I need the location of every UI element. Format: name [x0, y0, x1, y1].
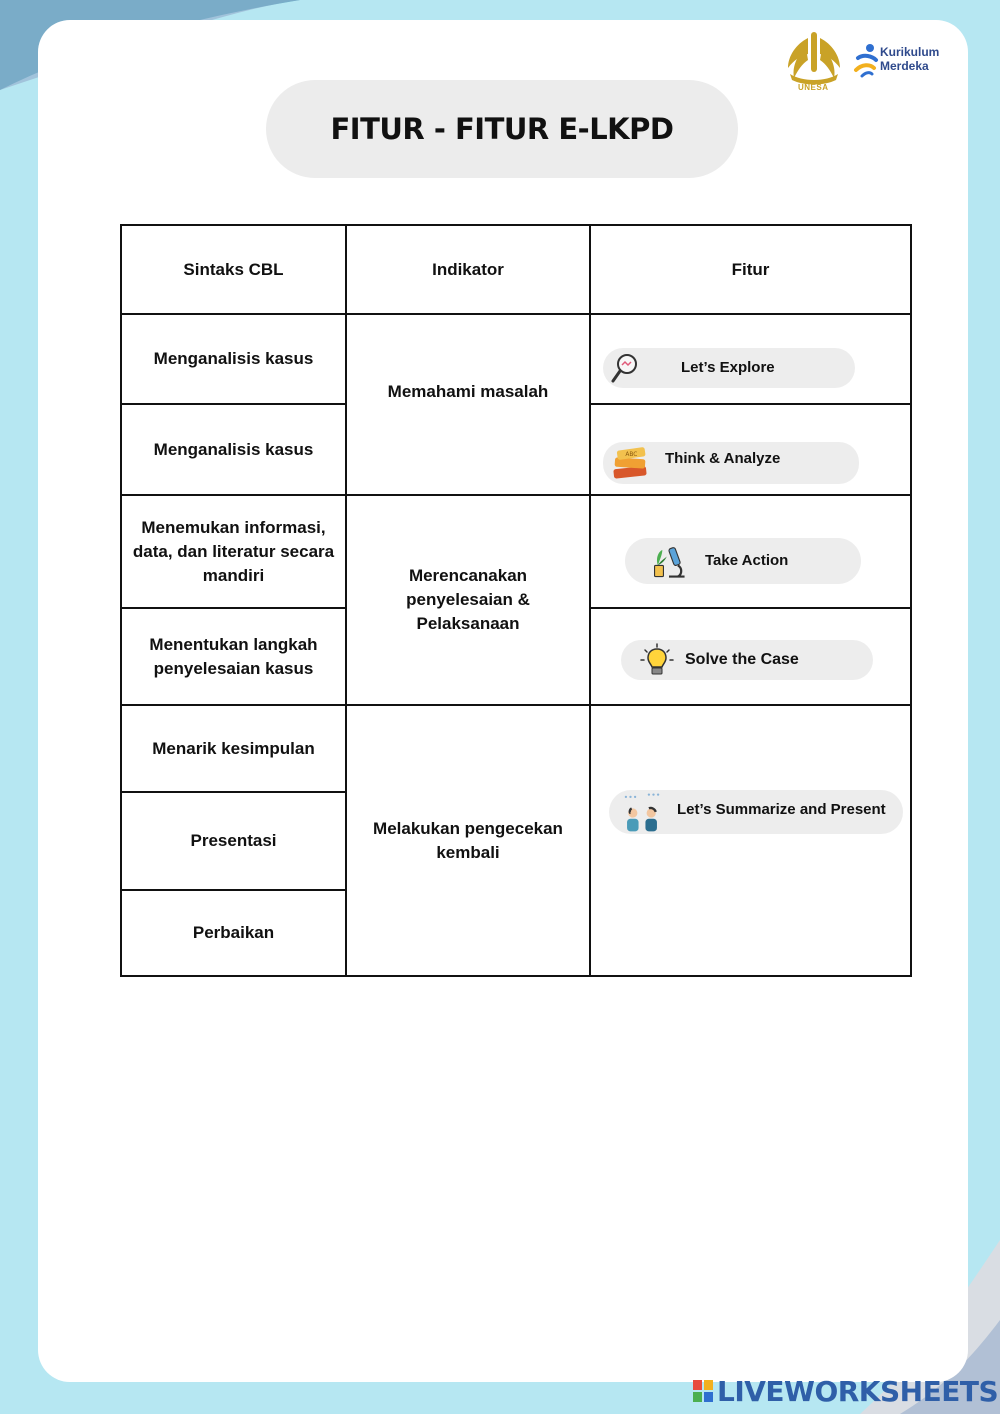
fitur-solve-the-case: [621, 640, 873, 680]
liveworksheets-brand: [692, 1374, 998, 1408]
column-divider: [589, 224, 591, 977]
sintaks-cell: Menemukan informasi, data, dan literatur secara mandiri: [132, 517, 335, 585]
fitur-think-analyze: [603, 442, 859, 484]
liveworksheets-text: LIVEWORKSHEETS: [717, 1374, 999, 1408]
sintaks-cell: Menentukan langkah penyelesaian kasus: [149, 634, 318, 678]
indikator-cell: Memahami masalah: [387, 381, 549, 401]
header-sintaks-cbl: Sintaks CBL: [183, 259, 284, 279]
sintaks-cell: Menganalisis kasus: [153, 349, 314, 368]
row-divider: [590, 403, 912, 405]
table-border: [120, 975, 912, 977]
unesa-logo-text: UNESA: [798, 83, 829, 92]
fitur-label: Let’s Summarize and Present: [677, 801, 886, 818]
sintaks-cell: Menganalisis kasus: [153, 439, 314, 459]
lightbulb-icon: [639, 642, 675, 678]
fitur-summarize-present: [609, 790, 903, 834]
sintaks-cell: Menarik kesimpulan: [152, 738, 315, 758]
cbl-features-table: [120, 224, 912, 977]
table-border: [120, 224, 122, 977]
books-icon: [609, 442, 651, 484]
sintaks-cell: Perbaikan: [192, 923, 275, 942]
svg-text:ABC: ABC: [625, 452, 638, 458]
merdeka-text: Merdeka: [880, 59, 929, 73]
microscope-icon: [649, 541, 689, 581]
indikator-cell: Melakukan pengecekan kembali: [373, 818, 563, 862]
kurikulum-merdeka-text: [880, 45, 939, 73]
fitur-label: Solve the Case: [685, 651, 799, 668]
sintaks-cell: Presentasi: [190, 831, 277, 850]
fitur-label: Take Action: [705, 552, 789, 569]
fitur-label: Let’s Explore: [681, 359, 775, 376]
kurikulum-merdeka-logo-icon: [852, 42, 880, 80]
logo-group: [782, 28, 962, 98]
header-indikator: Indikator: [432, 259, 504, 279]
liveworksheets-logo-icon: [692, 1379, 714, 1403]
fitur-lets-explore: [603, 348, 855, 388]
column-divider: [345, 224, 347, 977]
fitur-take-action: [625, 538, 861, 584]
indikator-cell: Merencanakan penyelesaian & Pelaksanaan: [406, 566, 530, 633]
table-border: [910, 224, 912, 977]
page-title: FITUR - FITUR E-LKPD: [266, 80, 738, 178]
row-divider: [590, 607, 912, 609]
magnifier-icon: [607, 350, 643, 386]
fitur-label: Think & Analyze: [665, 450, 781, 467]
kurikulum-text: Kurikulum: [880, 45, 940, 59]
header-fitur: Fitur: [731, 259, 770, 279]
discussion-icon: [619, 792, 665, 834]
